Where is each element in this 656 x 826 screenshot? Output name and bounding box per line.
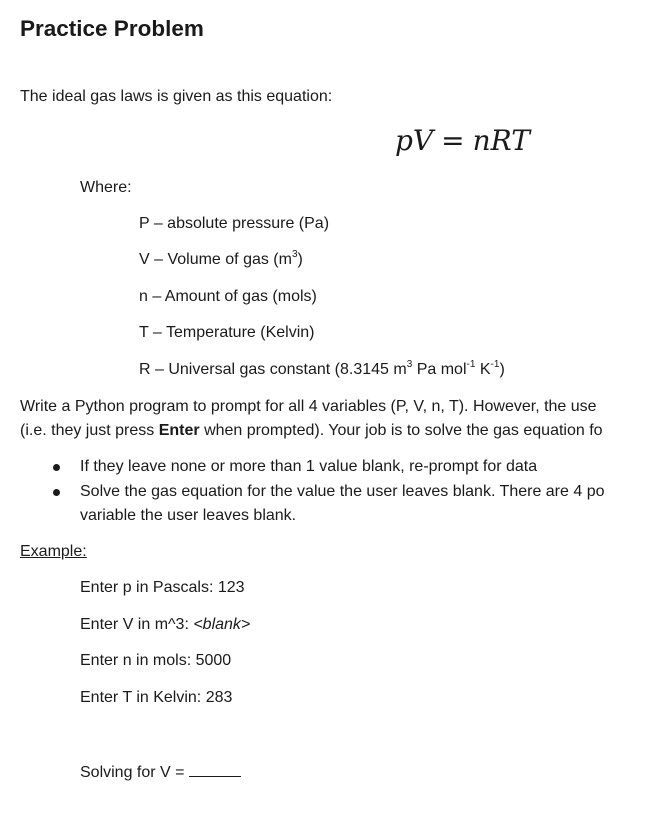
gas-constant-k: K bbox=[475, 361, 491, 378]
equation-lhs: pV bbox=[395, 124, 434, 157]
bullet-2-line-1: Solve the gas equation for the value the user leaves blank. There are 4 po bbox=[80, 483, 605, 500]
ideal-gas-equation bbox=[395, 124, 530, 157]
variable-volume-close: ) bbox=[297, 251, 303, 268]
equation-rhs: nRT bbox=[472, 124, 530, 157]
example-label: Example: bbox=[20, 543, 87, 560]
gas-constant-exp-2: -1 bbox=[466, 359, 476, 370]
variable-volume-text: V – Volume of gas (m bbox=[139, 251, 292, 268]
blank-placeholder: <blank> bbox=[193, 616, 251, 633]
page-title: Practice Problem bbox=[20, 16, 204, 41]
bullet-1-text: If they leave none or more than 1 value blank, re-prompt for data bbox=[80, 458, 538, 475]
bullet-icon bbox=[53, 464, 60, 471]
task-line-2-start: (i.e. they just press bbox=[20, 422, 159, 439]
where-label: Where: bbox=[80, 179, 132, 196]
task-line-2-end: when prompted). Your job is to solve the gas equation fo bbox=[199, 422, 603, 439]
example-prompt-t: Enter T in Kelvin: 283 bbox=[80, 689, 233, 706]
task-line-1: Write a Python program to prompt for all 4 variables (P, V, n, T). However, the use bbox=[20, 398, 597, 415]
bullet-2-line-2: variable the user leaves blank. bbox=[80, 507, 297, 524]
intro-text: The ideal gas laws is given as this equation: bbox=[20, 88, 333, 105]
solving-text: Solving for V = bbox=[80, 764, 189, 781]
variable-amount: n – Amount of gas (mols) bbox=[139, 288, 317, 305]
example-prompt-p: Enter p in Pascals: 123 bbox=[80, 579, 245, 596]
example-prompt-n: Enter n in mols: 5000 bbox=[80, 652, 232, 669]
gas-constant-close: ) bbox=[499, 361, 505, 378]
example-prompt-v-text: Enter V in m^3: bbox=[80, 616, 194, 633]
gas-constant-text: R – Universal gas constant (8.3145 m bbox=[139, 361, 407, 378]
variable-pressure: P – absolute pressure (Pa) bbox=[139, 215, 330, 232]
example-prompt-v bbox=[80, 616, 250, 634]
gas-constant-mol: Pa mol bbox=[412, 361, 467, 378]
variable-volume bbox=[139, 251, 303, 269]
task-line-2 bbox=[20, 422, 656, 440]
gas-constant-exp-3: -1 bbox=[490, 359, 500, 370]
answer-blank-line bbox=[189, 762, 241, 777]
volume-exponent: 3 bbox=[291, 249, 298, 260]
equation-operator: = bbox=[441, 124, 465, 157]
variable-gas-constant bbox=[139, 361, 505, 379]
enter-key-text: Enter bbox=[158, 422, 200, 439]
example-solving-line bbox=[80, 762, 241, 782]
bullet-icon bbox=[53, 489, 60, 496]
variable-temperature: T – Temperature (Kelvin) bbox=[139, 324, 315, 341]
gas-constant-exp-1: 3 bbox=[406, 359, 413, 370]
